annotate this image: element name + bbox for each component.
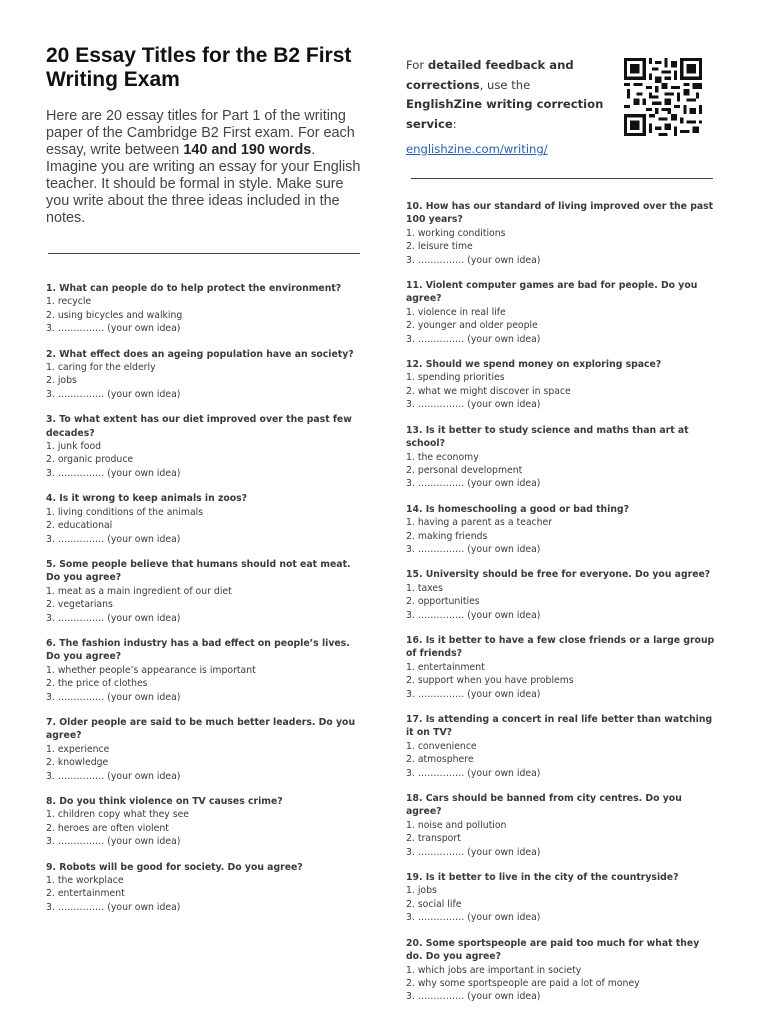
promo-use-the: , use the — [479, 77, 531, 92]
question-idea: 1. convenience — [406, 740, 477, 752]
feedback-promo — [406, 56, 718, 156]
question-title: 14. Is homeschooling a good or bad thing? — [406, 503, 630, 515]
essay-question-4 — [46, 492, 362, 546]
question-idea: 1. violence in real life — [406, 306, 506, 318]
question-idea: 1. children copy what they see — [46, 809, 190, 821]
question-title: 11. Violent computer games are bad for people. Do you agree? — [406, 280, 698, 305]
promo-detailed: detailed feedback and corrections — [406, 58, 574, 92]
writing-service-link[interactable]: englishzine.com/writing/ — [406, 142, 548, 156]
question-idea: 1. entertainment — [406, 661, 485, 673]
question-idea: 2. what we might discover in space — [406, 385, 571, 397]
question-idea: 2. making friends — [406, 530, 488, 542]
left-column — [46, 44, 362, 926]
question-idea: 3. …………… (your own idea) — [46, 770, 181, 782]
question-idea: 3. …………… (your own idea) — [406, 767, 541, 779]
question-title: 5. Some people believe that humans should not eat meat. Do you agree? — [46, 558, 351, 584]
question-title: 1. What can people do to help protect the environment? — [46, 283, 342, 294]
question-title: 8. Do you think violence on TV causes crime? — [46, 796, 283, 807]
question-idea: 3. …………… (your own idea) — [406, 912, 541, 924]
question-idea: 3. …………… (your own idea) — [46, 323, 181, 335]
question-idea: 2. younger and older people — [406, 320, 538, 332]
left-divider — [48, 253, 360, 254]
promo-colon: : — [452, 116, 457, 131]
essay-question-20 — [406, 937, 718, 1004]
question-idea: 1. recycle — [46, 296, 92, 308]
question-idea: 1. the economy — [406, 451, 479, 463]
question-idea: 3. …………… (your own idea) — [406, 543, 541, 555]
question-idea: 2. atmosphere — [406, 754, 474, 766]
essay-question-2 — [46, 348, 362, 402]
question-idea: 3. …………… (your own idea) — [46, 691, 181, 703]
intro-word-count: 140 and 190 words — [183, 142, 312, 158]
essay-question-8 — [46, 795, 362, 849]
question-idea: 3. …………… (your own idea) — [406, 399, 541, 411]
intro-text-end: . Imagine you are writing an essay for your English teacher. It should be formal in style. Make sure you write about the three ideas included in the notes. — [46, 142, 361, 226]
question-idea: 2. heroes are often violent — [46, 822, 169, 834]
question-idea: 1. working conditions — [406, 227, 506, 239]
essay-question-16 — [406, 634, 718, 701]
question-idea: 3. …………… (your own idea) — [406, 333, 541, 345]
question-idea: 2. using bicycles and walking — [46, 309, 183, 321]
question-idea: 3. …………… (your own idea) — [406, 688, 541, 700]
question-title: 2. What effect does an ageing population have an society? — [46, 348, 354, 360]
question-idea: 3. …………… (your own idea) — [46, 612, 181, 624]
essay-question-13 — [406, 424, 718, 491]
question-title: 9. Robots will be good for society. Do you agree? — [46, 861, 303, 873]
essay-question-5 — [46, 558, 362, 625]
intro-paragraph — [46, 108, 362, 227]
question-title: 6. The fashion industry has a bad effect on people’s lives. Do you agree? — [46, 637, 350, 663]
question-idea: 3. …………… (your own idea) — [46, 836, 181, 848]
question-idea: 2. knowledge — [46, 757, 109, 769]
question-idea: 1. jobs — [406, 885, 437, 897]
question-idea: 2. the price of clothes — [46, 678, 148, 690]
question-idea: 1. experience — [46, 743, 110, 755]
right-column — [406, 56, 718, 1016]
essay-question-17 — [406, 713, 718, 780]
question-idea: 2. personal development — [406, 464, 523, 476]
question-idea: 2. leisure time — [406, 241, 473, 253]
question-title: 17. Is attending a concert in real life better than watching it on TV? — [406, 714, 713, 739]
question-idea: 2. educational — [46, 520, 113, 532]
essay-question-7 — [46, 716, 362, 783]
essay-question-6 — [46, 637, 362, 704]
essay-question-12 — [406, 358, 718, 412]
essay-question-14 — [406, 503, 718, 557]
question-idea: 3. …………… (your own idea) — [46, 388, 181, 400]
question-idea: 3. …………… (your own idea) — [46, 533, 181, 545]
question-list-left — [46, 282, 362, 914]
question-title: 12. Should we spend money on exploring space? — [406, 359, 662, 371]
promo-for: For — [406, 58, 428, 72]
page-title: 20 Essay Titles for the B2 First Writing Exam — [46, 44, 352, 91]
question-idea: 1. whether people’s appearance is important — [46, 664, 256, 676]
promo-text — [406, 56, 606, 134]
essay-question-11 — [406, 279, 718, 346]
question-idea: 2. opportunities — [406, 596, 480, 608]
question-idea: 2. social life — [406, 898, 462, 910]
question-title: 16. Is it better to have a few close friends or a large group of friends? — [406, 634, 715, 660]
question-idea: 1. taxes — [406, 582, 443, 594]
question-idea: 2. jobs — [46, 375, 77, 387]
question-idea: 1. having a parent as a teacher — [406, 517, 553, 529]
question-idea: 1. junk food — [46, 441, 102, 453]
question-idea: 1. noise and pollution — [406, 819, 507, 831]
question-title: 18. Cars should be banned from city centres. Do you agree? — [406, 793, 682, 818]
question-idea: 3. …………… (your own idea) — [406, 478, 541, 490]
question-title: 7. Older people are said to be much better leaders. Do you agree? — [46, 716, 356, 742]
essay-question-9 — [46, 861, 362, 915]
question-title: 20. Some sportspeople are paid too much for what they do. Do you agree? — [406, 937, 700, 963]
promo-service: EnglishZine writing correction service — [406, 97, 604, 131]
question-idea: 3. …………… (your own idea) — [406, 254, 541, 266]
question-idea: 1. meat as a main ingredient of our diet — [46, 585, 232, 597]
question-idea: 1. caring for the elderly — [46, 362, 156, 374]
question-title: 3. To what extent has our diet improved over the past few decades? — [46, 414, 352, 439]
question-title: 4. Is it wrong to keep animals in zoos? — [46, 493, 248, 505]
question-title: 19. Is it better to live in the city of the countryside? — [406, 872, 679, 884]
question-idea: 3. …………… (your own idea) — [406, 609, 541, 621]
question-idea: 2. vegetarians — [46, 599, 113, 611]
question-idea: 3. …………… (your own idea) — [406, 846, 541, 858]
essay-question-15 — [406, 568, 718, 622]
question-idea: 1. spending priorities — [406, 372, 505, 384]
question-idea: 1. the workplace — [46, 875, 124, 887]
essay-question-1 — [46, 282, 362, 336]
question-idea: 2. entertainment — [46, 888, 125, 900]
right-divider — [411, 178, 713, 179]
question-title: 10. How has our standard of living improved over the past 100 years? — [406, 201, 714, 226]
question-list-right — [406, 200, 718, 1004]
question-idea: 2. organic produce — [46, 454, 134, 466]
essay-question-18 — [406, 792, 718, 859]
question-idea: 3. …………… (your own idea) — [46, 467, 181, 479]
question-title: 15. University should be free for everyone. Do you agree? — [406, 569, 711, 581]
qr-code-icon — [624, 58, 702, 136]
question-idea: 2. transport — [406, 833, 461, 845]
essay-question-10 — [406, 200, 718, 267]
essay-question-3 — [46, 413, 362, 480]
question-idea: 3. …………… (your own idea) — [46, 901, 181, 913]
question-idea: 1. living conditions of the animals — [46, 506, 204, 518]
question-title: 13. Is it better to study science and maths than art at school? — [406, 424, 689, 450]
question-idea: 2. support when you have problems — [406, 675, 574, 687]
intro-text-start: Here are 20 essay titles for Part 1 of the writing paper of the Cambridge B2 First exam. For each essay, write between — [46, 108, 355, 158]
essay-question-19 — [406, 871, 718, 925]
question-idea: 1. which jobs are important in society — [406, 964, 582, 976]
question-idea: 2. why some sportspeople are paid a lot of money — [406, 977, 640, 989]
question-idea: 3. …………… (your own idea) — [406, 991, 541, 1003]
